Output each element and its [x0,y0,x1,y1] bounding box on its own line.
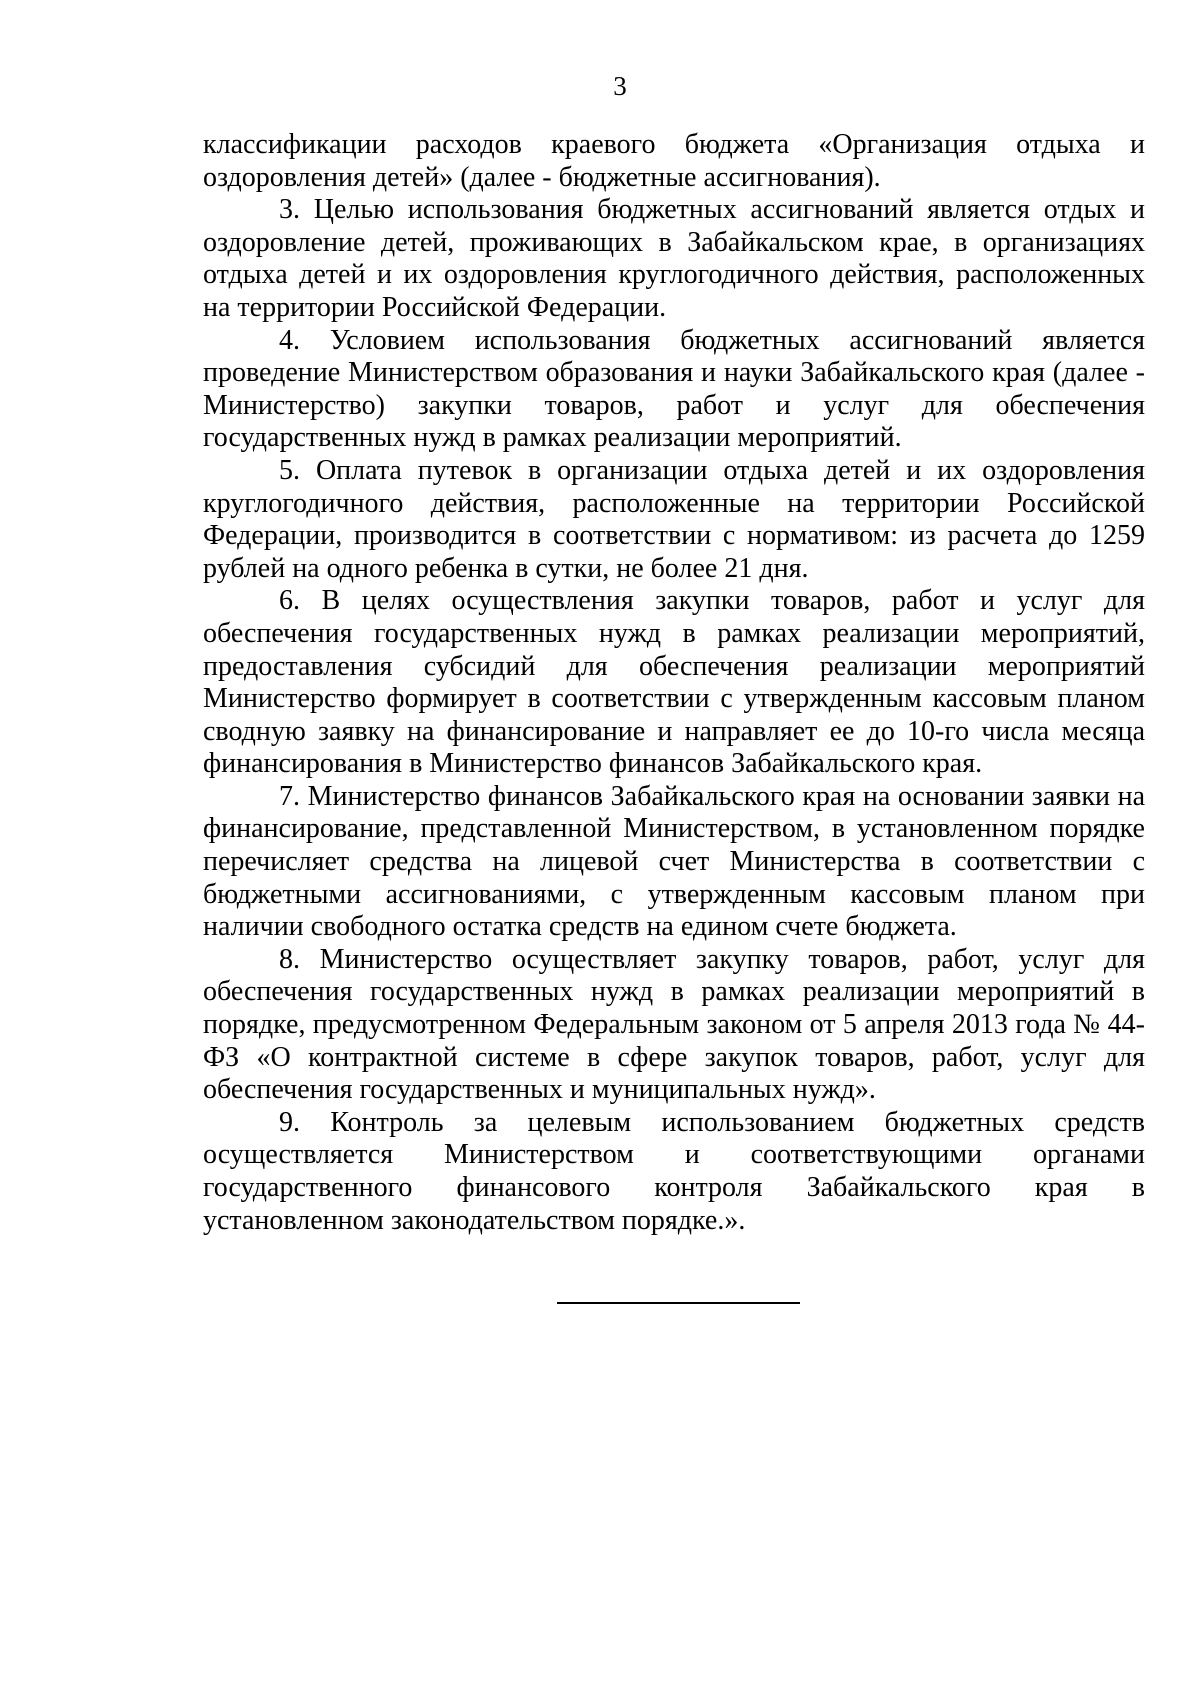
document-body [203,129,1145,1237]
closing-separator-line [557,1302,800,1304]
paragraph-continuation: классификации расходов краевого бюджета «Организация отдыха и оздоровления детей» (далее - бюджетные ассигнования). [203,129,1145,193]
paragraph-item-5: 5. Оплата путевок в организации отдыха детей и их оздоровления круглогодичного действия, расположенные на территории Российской Федерации, производится в соответствии с нормативом: из расчета до 1259 рублей на одного ребенка в сутки, не более 21 дня. [203,454,1145,584]
paragraph-item-6: 6. В целях осуществления закупки товаров, работ и услуг для обеспечения государственных нужд в рамках реализации мероприятий, предоставления субсидий для обеспечения реализации мероприятий Министерство формирует в соответствии с утвержденным кассовым планом сводную заявку на финансирование и направляет ее до 10-го числа месяца финансирования в Министерство финансов Забайкальского края. [203,585,1145,780]
page-number: 3 [613,71,627,101]
paragraph-item-7: 7. Министерство финансов Забайкальского края на основании заявки на финансирование, представленной Министерством, в установленном порядке перечисляет средства на лицевой счет Министерства в соответствии с бюджетными ассигнованиями, с утвержденным кассовым планом при наличии свободного остатка средств на едином счете бюджета. [203,780,1145,943]
paragraph-item-3: 3. Целью использования бюджетных ассигнований является отдых и оздоровление детей, проживающих в Забайкальском крае, в организациях отдыха детей и их оздоровления круглогодичного действия, расположенных на территории Российской Федерации. [203,194,1145,323]
paragraph-item-9: 9. Контроль за целевым использованием бюджетных средств осуществляется Министерством и соответствующими органами государственного финансового контроля Забайкальского края в установленном законодательством порядке.». [203,1106,1145,1236]
paragraph-item-8: 8. Министерство осуществляет закупку товаров, работ, услуг для обеспечения государственных нужд в рамках реализации мероприятий в порядке, предусмотренном Федеральным законом от 5 апреля 2013 года № 44-ФЗ «О контрактной системе в сфере закупок товаров, работ, услуг для обеспечения государственных и муниципальных нужд». [203,943,1145,1106]
paragraph-item-4: 4. Условием использования бюджетных ассигнований является проведение Министерством образования и науки Забайкальского края (далее - Министерство) закупки товаров, работ и услуг для обеспечения государственных нужд в рамках реализации мероприятий. [203,324,1145,454]
